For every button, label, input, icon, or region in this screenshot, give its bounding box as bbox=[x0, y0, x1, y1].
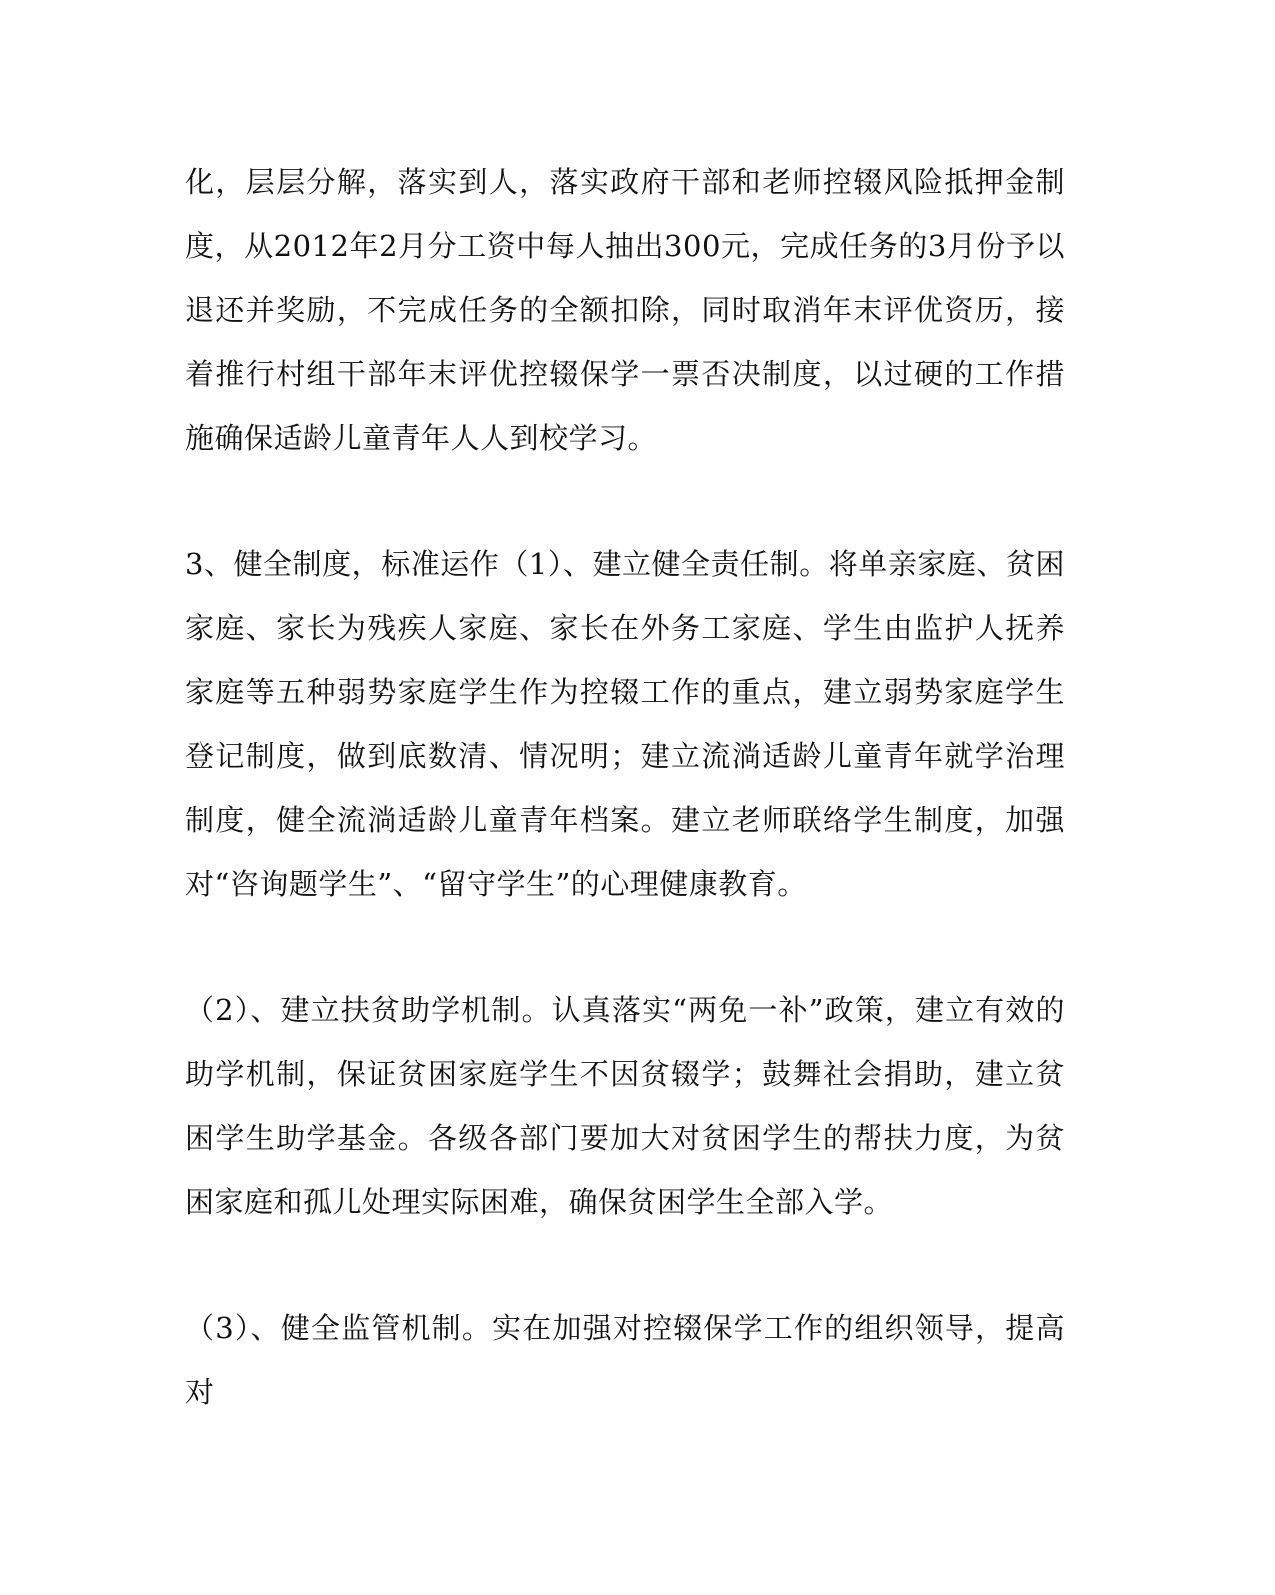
paragraph-supervision-mechanism: （3）、健全监管机制。实在加强对控辍保学工作的组织领导，提高对 bbox=[185, 1311, 1065, 1409]
paragraph-poverty-aid-mechanism: （2）、建立扶贫助学机制。认真落实“两免一补”政策，建立有效的助学机制，保证贫困家庭学生不因贫辍学；鼓舞社会捐助，建立贫困学生助学基金。各级各部门要加大对贫困学生的帮扶力度，为贫困家庭和孤儿处理实际困难，确保贫困学生全部入学。 bbox=[185, 993, 1065, 1219]
paragraph-continued-responsibility: 化，层层分解，落实到人，落实政府干部和老师控辍风险抵押金制度，从2012年2月分工资中每人抽出300元，完成任务的3月份予以退还并奖励，不完成任务的全额扣除，同时取消年末评优资历，接着推行村组干部年末评优控辍保学一票否决制度，以过硬的工作措施确保适龄儿童青年人人到校学习。 bbox=[185, 165, 1065, 455]
paragraph-section-3-institutions: 3、健全制度，标准运作（1）、建立健全责任制。将单亲家庭、贫困家庭、家长为残疾人家庭、家长在外务工家庭、学生由监护人抚养家庭等五种弱势家庭学生作为控辍工作的重点，建立弱势家庭学生登记制度，做到底数清、情况明；建立流淌适龄儿童青年就学治理制度，健全流淌适龄儿童青年档案。建立老师联络学生制度，加强对“咨询题学生”、“留守学生”的心理健康教育。 bbox=[185, 547, 1065, 901]
document-page bbox=[185, 150, 1065, 1424]
